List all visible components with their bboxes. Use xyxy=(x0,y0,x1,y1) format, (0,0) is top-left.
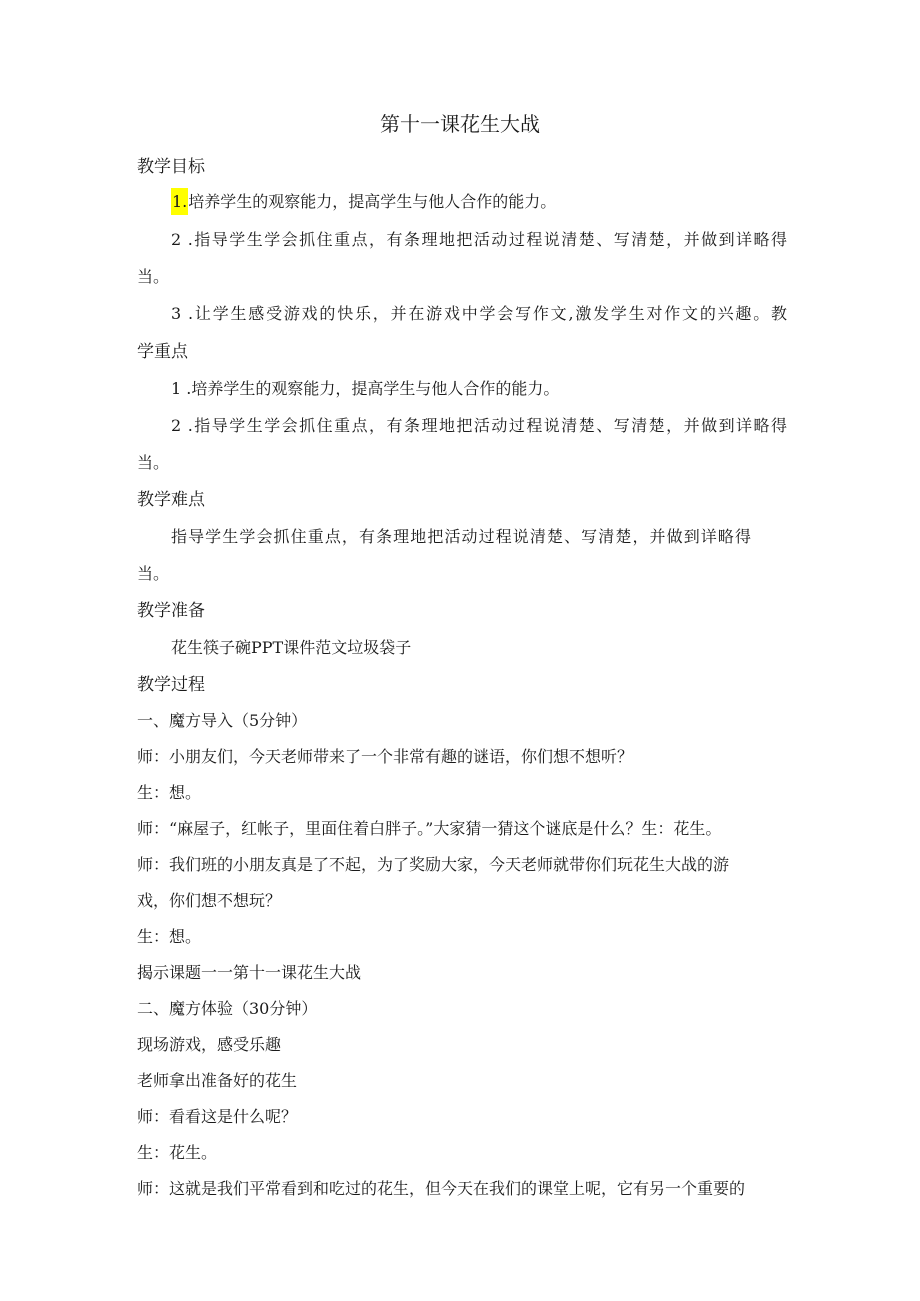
dialogue-line: 生：想。 xyxy=(137,783,202,802)
key-point-1: 1 .培养学生的观察能力，提高学生与他人合作的能力。 xyxy=(171,379,560,398)
section-heading-difficulty: 教学难点 xyxy=(137,490,205,510)
key-point-2-cont: 当。 xyxy=(137,453,170,472)
highlighted-number: 1. xyxy=(171,188,188,215)
dialogue-line: 师：小朋友们，今天老师带来了一个非常有趣的谜语，你们想不想听？ xyxy=(137,747,634,766)
activity-line: 老师拿出准备好的花生 xyxy=(137,1071,298,1090)
dialogue-line: 生：想。 xyxy=(137,927,202,946)
preparation-items: 花生筷子碗PPT课件范文垃圾袋子 xyxy=(171,638,412,657)
objective-3: 3 .让学生感受游戏的快乐，并在游戏中学会写作文,激发学生对作文的兴趣。教 xyxy=(171,304,787,323)
dialogue-line: 师：看看这是什么呢？ xyxy=(137,1107,298,1126)
objective-1 xyxy=(171,191,821,213)
activity-line: 现场游戏，感受乐趣 xyxy=(137,1035,282,1054)
process-step-2-heading: 二、魔方体验（30分钟） xyxy=(137,999,318,1018)
dialogue-line: 师：这就是我们平常看到和吃过的花生，但今天在我们的课堂上呢，它有另一个重要的 xyxy=(137,1179,746,1198)
objective-2-cont: 当。 xyxy=(137,267,170,286)
dialogue-line: 师：“麻屋子，红帐子，里面住着白胖子。”大家猜一猜这个谜底是什么？生：花生。 xyxy=(137,819,722,838)
dialogue-line-cont: 戏，你们想不想玩？ xyxy=(137,891,282,910)
section-heading-objectives: 教学目标 xyxy=(137,157,205,177)
difficulty-text-cont: 当。 xyxy=(137,564,170,583)
dialogue-line: 师：我们班的小朋友真是了不起，为了奖励大家，今天老师就带你们玩花生大战的游 xyxy=(137,855,730,874)
page-title: 第十一课花生大战 xyxy=(380,112,540,136)
section-heading-process: 教学过程 xyxy=(137,675,205,695)
section-heading-key-points: 学重点 xyxy=(137,342,188,362)
difficulty-text: 指导学生学会抓住重点，有条理地把活动过程说清楚、写清楚，并做到详略得 xyxy=(171,527,751,546)
dialogue-line: 生：花生。 xyxy=(137,1143,218,1162)
process-step-1-heading: 一、魔方导入（5分钟） xyxy=(137,711,308,730)
objective-2: 2 .指导学生学会抓住重点，有条理地把活动过程说清楚、写清楚，并做到详略得 xyxy=(171,230,787,249)
objective-1-text: 培养学生的观察能力，提高学生与他人合作的能力。 xyxy=(188,192,557,211)
topic-reveal: 揭示课题一一第十一课花生大战 xyxy=(137,963,362,982)
key-point-2: 2 .指导学生学会抓住重点，有条理地把活动过程说清楚、写清楚，并做到详略得 xyxy=(171,416,787,435)
section-heading-preparation: 教学准备 xyxy=(137,601,205,621)
